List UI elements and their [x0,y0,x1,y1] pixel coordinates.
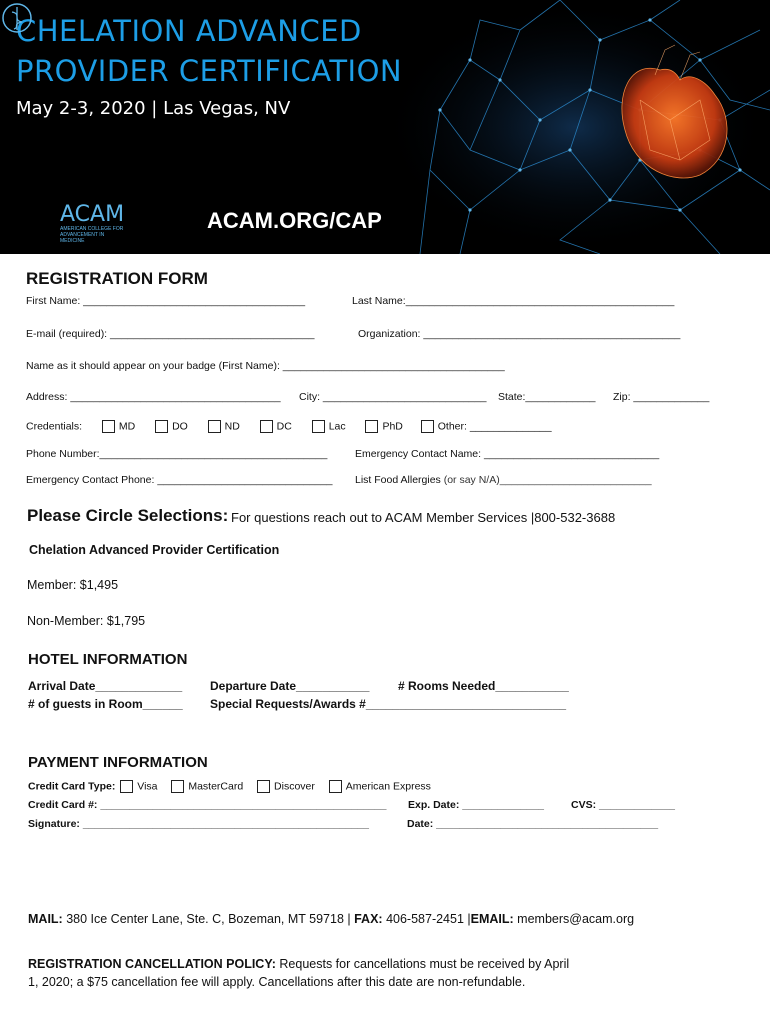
payment-heading: PAYMENT INFORMATION [28,754,208,771]
checkbox-amex[interactable] [329,780,342,793]
policy-text: Requests for cancellations must be received by April [275,957,570,971]
checkbox-discover[interactable] [257,780,270,793]
checkbox-phd[interactable] [365,420,378,433]
allergies-label: List Food Allergies [355,474,441,486]
credentials-label: Credentials: [26,420,83,433]
course-option[interactable]: Chelation Advanced Provider Certification [29,543,280,557]
zip-field[interactable]: Zip: _____________ [613,391,710,403]
checkbox-do[interactable] [155,420,168,433]
checkbox-other[interactable] [421,420,434,433]
signature-field[interactable]: Signature: _________________________________________________ [28,818,369,830]
mail-address: 380 Ice Center Lane, Ste. C, Bozeman, MT 59718 | [62,912,355,926]
event-title-line1: CHELATION ADVANCED [16,14,362,48]
selections-contact: For questions reach out to ACAM Member Services |800-532-3688 [231,510,616,525]
credential-md-label: MD [118,420,136,433]
card-type-row [28,780,431,793]
allergies-note: (or say N/A)__________________________ [440,474,652,486]
email-field[interactable]: E-mail (required): ___________________________________ [26,328,315,340]
selections-heading: Please Circle Selections: [27,506,229,525]
acam-logo-icon [0,0,40,40]
cancellation-policy-line2: 1, 2020; a $75 cancellation fee will apply. Cancellations after this date are non-refundable. [28,975,526,989]
allergies-field[interactable] [355,474,652,486]
event-dates: May 2-3, 2020 | Las Vegas, NV [16,98,291,119]
member-price-option[interactable]: Member: $1,495 [27,578,119,592]
card-mastercard-label: MasterCard [188,780,244,793]
email-address[interactable]: members@acam.org [513,912,635,926]
signature-date-field[interactable]: Date: ______________________________________ [407,818,659,830]
checkbox-dc[interactable] [260,420,273,433]
emergency-phone-field[interactable]: Emergency Contact Phone: ______________________________ [26,474,333,486]
special-requests-field[interactable]: Special Requests/Awards #______________________________ [210,697,567,711]
contact-info [28,912,634,926]
acam-logo-text: ACAM [60,202,125,227]
address-field[interactable]: Address: ____________________________________ [26,391,281,403]
checkbox-mastercard[interactable] [171,780,184,793]
credential-lac-label: Lac [328,420,346,433]
acam-logo-subtext: AMERICAN COLLEGE FOR ADVANCEMENT IN MEDICINE [60,226,124,244]
city-field[interactable]: City: ____________________________ [299,391,487,403]
guests-field[interactable]: # of guests in Room______ [28,697,183,711]
card-visa-label: Visa [137,780,158,793]
fax-label: FAX: [354,912,383,926]
organization-field[interactable]: Organization: ____________________________________________ [358,328,681,340]
arrival-date-field[interactable]: Arrival Date_____________ [28,679,183,693]
checkbox-visa[interactable] [120,780,133,793]
last-name-field[interactable]: Last Name:______________________________________________ [352,295,675,307]
card-type-label: Credit Card Type: [28,780,116,793]
badge-name-field[interactable]: Name as it should appear on your badge (First Name): ______________________________________ [26,360,505,372]
registration-heading: REGISTRATION FORM [26,269,208,288]
fax-number: 406-587-2451 | [382,912,471,926]
mail-label: MAIL: [28,912,63,926]
departure-date-field[interactable]: Departure Date___________ [210,679,370,693]
event-title-line2: PROVIDER CERTIFICATION [16,54,403,88]
header-banner [0,0,770,254]
website-link[interactable]: ACAM.ORG/CAP [207,208,382,233]
credential-nd-label: ND [224,420,240,433]
credential-do-label: DO [172,420,188,433]
emergency-name-field[interactable]: Emergency Contact Name: ______________________________ [355,448,660,460]
nonmember-price-option[interactable]: Non-Member: $1,795 [27,614,146,628]
card-discover-label: Discover [274,780,315,793]
credential-other-field[interactable]: Other: ______________ [437,420,552,433]
checkbox-nd[interactable] [208,420,221,433]
credentials-row [26,420,552,433]
checkbox-md[interactable] [102,420,115,433]
checkbox-lac[interactable] [312,420,325,433]
exp-date-field[interactable]: Exp. Date: ______________ [408,799,545,811]
credential-phd-label: PhD [382,420,403,433]
state-field[interactable]: State:____________ [498,391,596,403]
email-label: EMAIL: [470,912,514,926]
cancellation-policy [28,957,569,971]
cvs-field[interactable]: CVS: _____________ [571,799,675,811]
card-amex-label: American Express [345,780,431,793]
policy-label: REGISTRATION CANCELLATION POLICY: [28,957,276,971]
credential-dc-label: DC [276,420,292,433]
card-number-field[interactable]: Credit Card #: _________________________________________________ [28,799,387,811]
phone-field[interactable]: Phone Number:_______________________________________ [26,448,328,460]
first-name-field[interactable]: First Name: ______________________________________ [26,295,306,307]
rooms-needed-field[interactable]: # Rooms Needed___________ [398,679,569,693]
hotel-heading: HOTEL INFORMATION [28,651,188,668]
